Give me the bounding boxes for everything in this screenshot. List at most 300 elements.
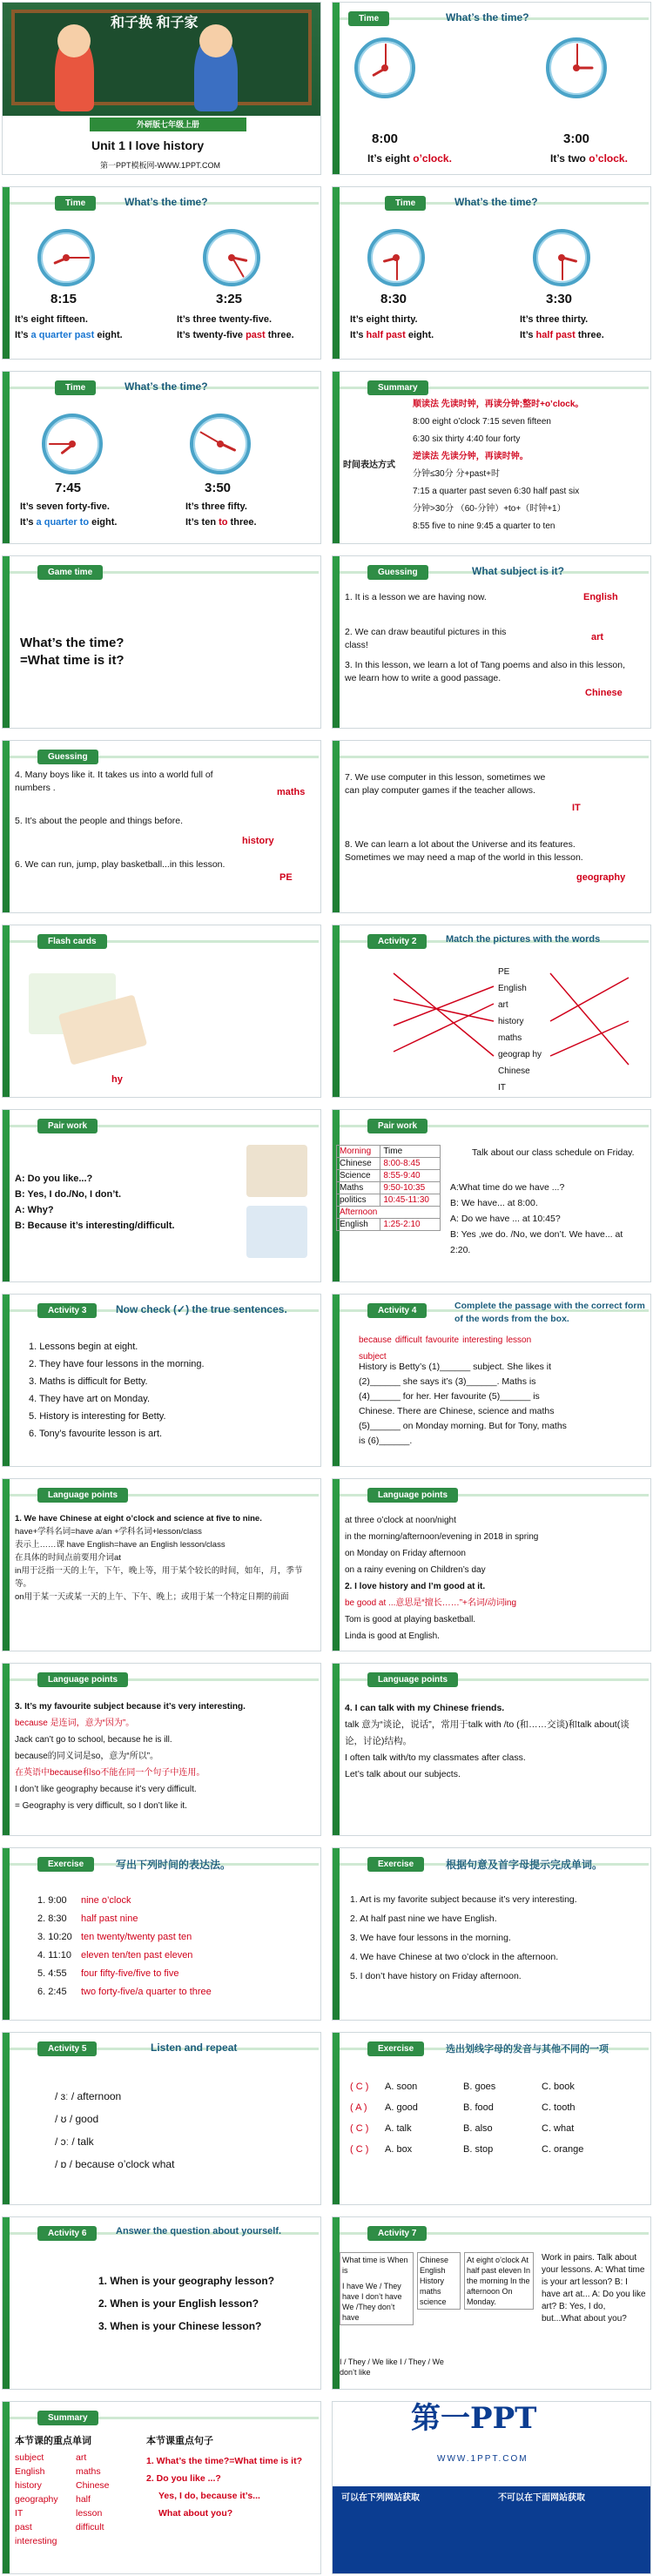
- sentence: It’s three fifty.: [185, 501, 247, 512]
- slide-tag: Time: [385, 196, 426, 211]
- slide-activity-4[interactable]: [332, 1294, 651, 1467]
- clock-cap: [573, 64, 580, 71]
- ribbon: [333, 2217, 340, 2390]
- rule-line: 分钟≤30分 分+past+时: [413, 469, 500, 479]
- choice-row: ( C ) A. box B. stop C. orange: [350, 2144, 584, 2155]
- answer: PE: [279, 872, 293, 883]
- check-sentence[interactable]: 5. History is interesting for Betty.: [29, 1411, 166, 1422]
- words-heading: 本节课的重点单词: [15, 2436, 91, 2446]
- table-header: Afternoon: [337, 1207, 441, 1219]
- table-cell: Maths: [337, 1182, 380, 1194]
- word[interactable]: maths: [498, 1033, 522, 1043]
- phonetic-row: / ɔː / talk: [55, 2135, 94, 2148]
- pair-instructions: Work in pairs. Talk about your lessons. A: What time is your art lesson? B: I have art at... A: Do you like art? B: Yes, I do, but...What about you?: [542, 2253, 646, 2324]
- intro: Talk about our class schedule on Friday.: [472, 1147, 635, 1158]
- slide-title: What’s the time?: [125, 380, 208, 393]
- rule-line: 7:15 a quarter past seven 6:30 half past six: [413, 487, 580, 496]
- ribbon: [3, 187, 10, 360]
- hour-hand: [578, 67, 594, 70]
- like-phrase: I / They / We like I / They / We don’t like: [340, 2357, 444, 2377]
- slide-game-time[interactable]: [2, 555, 321, 729]
- fill-sentence: 3. We have four lessons in the morning.: [350, 1933, 511, 1943]
- slide-guessing-3[interactable]: [332, 740, 651, 913]
- ribbon: [333, 1664, 340, 1836]
- slide-activity-6[interactable]: [2, 2216, 321, 2390]
- word[interactable]: IT: [498, 1083, 506, 1093]
- slide-activity-2[interactable]: [332, 925, 651, 1098]
- slide-tag: Language points: [367, 1672, 458, 1687]
- table-cell: 1:25-2:10: [380, 1219, 441, 1231]
- ribbon: [3, 372, 10, 544]
- slide-title: Answer the question about yourself.: [116, 2226, 282, 2236]
- question: 2. When is your English lesson?: [98, 2297, 259, 2310]
- word[interactable]: English: [498, 984, 527, 993]
- check-sentence[interactable]: 3. Maths is difficult for Betty.: [29, 1376, 148, 1387]
- box-word: difficult: [394, 1335, 422, 1345]
- slide-language-points-2[interactable]: [332, 1478, 651, 1651]
- note-line: because的同义词是so，意为“所以”。: [15, 1752, 159, 1761]
- dialogue-line: B: Because it’s interesting/difficult.: [15, 1221, 175, 1231]
- ribbon: [333, 1295, 340, 1467]
- dialogue: [15, 1171, 175, 1234]
- ribbon: [3, 741, 10, 913]
- notes: [15, 1512, 311, 1604]
- slide-tag: Guessing: [367, 565, 428, 580]
- slide-tag: Guessing: [37, 750, 98, 764]
- slide-title: Now check (✓) the true sentences.: [116, 1303, 287, 1315]
- minute-hand: [67, 257, 90, 259]
- word-row: past difficult: [15, 2522, 104, 2532]
- clock-cap: [217, 441, 224, 447]
- note-line: because 是连词，意为“因为”。: [15, 1718, 135, 1728]
- word-row: history Chinese: [15, 2480, 110, 2491]
- time-rules: [413, 396, 583, 535]
- clue: 3. In this lesson, we learn a lot of Tang poems and also in this lesson, we learn how to write a good passage.: [345, 660, 625, 683]
- slide-tag: Summary: [37, 2411, 98, 2425]
- match-lines: [333, 925, 651, 1098]
- ribbon: [3, 925, 10, 1098]
- table-cell: 8:55-9:40: [380, 1170, 441, 1182]
- clue: 1. It is a lesson we are having now.: [345, 592, 487, 602]
- word[interactable]: Chinese: [498, 1066, 530, 1076]
- slide-tag: Exercise: [367, 1857, 424, 1872]
- check-sentence[interactable]: 2. They have four lessons in the morning.: [29, 1359, 205, 1369]
- ribbon: [3, 1295, 10, 1467]
- slide-tag: Activity 2: [367, 934, 427, 949]
- allowed-heading: 可以在下列网站获取: [341, 2493, 420, 2503]
- subject-column: Chinese English History maths science: [417, 2252, 461, 2310]
- passage: History is Betty’s (1)______ subject. She likes it (2)______ she says it’s (3)______. Maths is (4)______ for her. Her favourite (5)______ is Chinese. There are Chinese, science and maths (5)______ on Monday morning. But for Tony, maths is (6)______.: [359, 1362, 567, 1446]
- slide-tag: Time: [348, 11, 389, 26]
- question-list: [98, 2270, 274, 2337]
- sentence: It’s twenty-five past three.: [177, 330, 294, 340]
- ribbon: [333, 2033, 340, 2205]
- brand-url[interactable]: WWW.1PPT.COM: [437, 2454, 528, 2464]
- slide-tag: Summary: [367, 380, 428, 395]
- time-label: 8:00: [372, 131, 399, 146]
- time-label: 8:15: [50, 292, 77, 306]
- choice-list: [350, 2076, 583, 2160]
- table-cell: 9:50-10:35: [380, 1182, 441, 1194]
- check-sentence[interactable]: 1. Lessons begin at eight.: [29, 1342, 138, 1352]
- sentence: It’s half past three.: [520, 330, 604, 340]
- answer-list: [37, 1892, 212, 2001]
- slide-cover[interactable]: [2, 2, 321, 175]
- fill-sentence: 4. We have Chinese at two o’clock in the afternoon.: [350, 1952, 559, 1962]
- clue: 4. Many boys like it. It takes us into a world full of numbers .: [15, 770, 213, 793]
- sentence-list: [29, 1338, 205, 1443]
- question: 3. When is your Chinese lesson?: [98, 2320, 262, 2332]
- note-line: 在具体的时间点前要用介词at: [15, 1553, 121, 1563]
- slide-title: 选出划线字母的发音与其他不同的一项: [446, 2044, 609, 2055]
- sentence: It’s eight thirty.: [350, 314, 418, 325]
- ribbon: [333, 1479, 340, 1651]
- word[interactable]: art: [498, 1000, 508, 1010]
- phonetic-list: [55, 2085, 174, 2176]
- clock-cap: [228, 254, 235, 261]
- clock-face: [533, 229, 590, 286]
- choice-row: ( A ) A. good B. food C. tooth: [350, 2102, 576, 2113]
- sentence-column: [340, 2252, 414, 2325]
- slide-title: What’s the time?: [446, 11, 529, 24]
- note-line: in用于泛指一天的上午，下午，晚上等，用于某个较长的时间，如年，月，季节等。: [15, 1566, 303, 1589]
- ribbon: [333, 372, 340, 544]
- ribbon: [333, 556, 340, 729]
- rule-line: 逆读法 先读分钟，再读时钟。: [413, 452, 528, 461]
- denied-heading: 不可以在下面网站获取: [498, 2493, 585, 2503]
- answer: IT: [572, 803, 581, 813]
- table-header: Time: [380, 1146, 441, 1158]
- note-line: at three o’clock at noon/night: [345, 1516, 456, 1525]
- box-word: because: [359, 1335, 392, 1345]
- box-word: lesson: [506, 1335, 532, 1345]
- sentence: It’s half past eight.: [350, 330, 434, 340]
- slide-tag: Exercise: [37, 1857, 94, 1872]
- table-cell: Science: [337, 1170, 380, 1182]
- phonetic-row: / ʊ / good: [55, 2113, 99, 2125]
- phrase: What time is When is: [342, 2256, 408, 2275]
- slide-summary-final[interactable]: [2, 2401, 321, 2574]
- qa-line: A:What time do we have ...?: [450, 1182, 565, 1193]
- slide-title: What subject is it?: [472, 565, 565, 577]
- note-line: talk 意为“谈论，说话”，常用于talk with /to (和……交谈)和talk about(谈论，讨论)结构。: [345, 1719, 629, 1746]
- phrase: I have We / They have I don’t have We /They don’t have: [342, 2282, 402, 2322]
- slide-title: What’s the time?: [454, 196, 538, 208]
- ribbon: [3, 2402, 10, 2574]
- note-line: Tom is good at playing basketball.: [345, 1615, 476, 1624]
- answer: art: [591, 632, 604, 642]
- ribbon: [333, 187, 340, 360]
- notes: [345, 1512, 641, 1644]
- answer: Chinese: [585, 688, 623, 698]
- check-sentence[interactable]: 4. They have art on Monday.: [29, 1394, 151, 1404]
- ribbon: [333, 1848, 340, 2021]
- key-sentence: What about you?: [158, 2508, 233, 2519]
- table-cell: politics: [337, 1194, 380, 1207]
- note-line: 3. It’s my favourite subject because it’s very interesting.: [15, 1702, 246, 1712]
- slide-activity-5[interactable]: [2, 2032, 321, 2205]
- clock-face: [37, 229, 95, 286]
- answer: history: [242, 836, 274, 846]
- sentence: It’s eight o’clock.: [367, 152, 452, 165]
- slide-tag: Language points: [37, 1488, 128, 1503]
- unit-title: Unit 1 I love history: [91, 138, 205, 152]
- clock-face: [367, 229, 425, 286]
- ribbon: [3, 1479, 10, 1651]
- note-line: I often talk with/to my classmates after class.: [345, 1752, 526, 1763]
- slide-summary-time[interactable]: [332, 371, 651, 544]
- answer: geography: [576, 872, 626, 883]
- question: 1. When is your geography lesson?: [98, 2275, 275, 2287]
- slide-language-points-3[interactable]: [2, 1663, 321, 1836]
- word-row: interesting: [15, 2536, 57, 2546]
- time-label: 3:30: [546, 292, 573, 306]
- cover-headline: 和子换 和子家: [111, 16, 199, 30]
- note-line: I don’t like geography because it’s very difficult.: [15, 1785, 197, 1794]
- word-box: [359, 1334, 533, 1363]
- ribbon: [3, 2217, 10, 2390]
- question: What’s the time?: [20, 636, 125, 650]
- slide-tag: Game time: [37, 565, 103, 580]
- slide-language-points-1[interactable]: [2, 1478, 321, 1651]
- slide-tag: Time: [55, 196, 96, 211]
- slide-tag: Activity 3: [37, 1303, 97, 1318]
- slide-tag: Activity 6: [37, 2226, 97, 2241]
- slide-tag: Flash cards: [37, 934, 107, 949]
- tag-bar: [340, 756, 649, 758]
- dialogue-line: A: Do you like...?: [15, 1174, 93, 1184]
- match-line: [550, 978, 629, 1021]
- clue: 5. It’s about the people and things before.: [15, 816, 184, 826]
- rule-line: 顺读法 先读时钟，再读分钟;整时+o’clock。: [413, 400, 584, 409]
- clock-face: [190, 414, 251, 474]
- slide-tag: Exercise: [367, 2041, 424, 2056]
- ribbon: [3, 1664, 10, 1836]
- game-question: [20, 635, 125, 669]
- note-line: 表示上……课 have English=have an English lesson/class: [15, 1540, 226, 1550]
- note-line: 2. I love history and I’m good at it.: [345, 1582, 486, 1591]
- slide-language-points-4[interactable]: [332, 1663, 651, 1836]
- word-row: geography half: [15, 2494, 91, 2505]
- slide-tag: Pair work: [367, 1119, 427, 1133]
- slide-flash-cards[interactable]: [2, 925, 321, 1098]
- key-sentence: 1. What’s the time?=What time is it?: [146, 2456, 303, 2466]
- sentence: It’s a quarter to eight.: [20, 517, 118, 528]
- slide-exercise-1[interactable]: [2, 1847, 321, 2021]
- ribbon: [333, 3, 340, 175]
- brand-logo: 第一PPT: [411, 2401, 537, 2436]
- answer-row: 3. 10:20 ten twenty/twenty past ten: [37, 1932, 192, 1942]
- clock-face: [203, 229, 260, 286]
- boy-head: [57, 24, 91, 57]
- note-line: on用于某一天或某一天的上午、下午、晚上；或用于某一个特定日期的前面: [15, 1592, 289, 1602]
- rule-line: 6:30 six thirty 4:40 four forty: [413, 434, 521, 444]
- qa-block: [450, 1180, 642, 1258]
- word-row: English maths: [15, 2466, 101, 2477]
- time-label: 3:00: [563, 131, 590, 146]
- note-line: 4. I can talk with my Chinese friends.: [345, 1703, 505, 1713]
- fill-sentence: 5. I don’t have history on Friday afternoon.: [350, 1971, 522, 1981]
- clock-face: [354, 37, 415, 98]
- note-line: 在英语中because和so不能在同一个句子中连用。: [15, 1768, 205, 1778]
- table-cell: 8:00-8:45: [380, 1158, 441, 1170]
- choice-row: ( C ) A. soon B. goes C. book: [350, 2082, 575, 2092]
- sentence: It’s three twenty-five.: [177, 314, 273, 325]
- answer: English: [583, 592, 618, 602]
- qa-line: A: Do we have ... at 10:45?: [450, 1214, 561, 1224]
- slide-time-3[interactable]: [332, 186, 651, 360]
- cover-image: [3, 3, 321, 116]
- ribbon: [333, 741, 340, 913]
- clock-face: [546, 37, 607, 98]
- clue: 2. We can draw beautiful pictures in this class!: [345, 627, 507, 650]
- slide-title: Match the pictures with the words: [446, 934, 601, 945]
- note-line: 1. We have Chinese at eight o’clock and science at five to nine.: [15, 1514, 262, 1523]
- fill-sentence: 2. At half past nine we have English.: [350, 1914, 497, 1924]
- ribbon: [3, 556, 10, 729]
- slide-activity-7[interactable]: [332, 2216, 651, 2390]
- match-line: [394, 973, 494, 1056]
- slide-title: 写出下列时间的表达法。: [116, 1859, 232, 1871]
- word[interactable]: geograp hy: [498, 1050, 542, 1059]
- note-line: Linda is good at English.: [345, 1631, 440, 1641]
- slide-title: 根据句意及首字母提示完成单词。: [446, 1859, 603, 1871]
- fill-sentence: 1. Art is my favorite subject because it’s very interesting.: [350, 1894, 577, 1905]
- rule-line: 8:00 eight o’clock 7:15 seven fifteen: [413, 417, 551, 427]
- girl-head: [199, 24, 232, 57]
- slide-title: What’s the time?: [125, 196, 208, 208]
- sentence: It’s seven forty-five.: [20, 501, 110, 512]
- qa-line: B: We have... at 8:00.: [450, 1198, 538, 1208]
- check-sentence[interactable]: 6. Tony’s favourite lesson is art.: [29, 1429, 163, 1439]
- ribbon: [3, 2033, 10, 2205]
- link-panel: [333, 2486, 651, 2573]
- sentences-heading: 本节课重点句子: [146, 2436, 213, 2446]
- time-label: 7:45: [55, 481, 82, 495]
- box-word: interesting: [462, 1335, 503, 1345]
- word-list: [15, 2451, 110, 2548]
- sentence: It’s eight fifteen.: [15, 314, 88, 325]
- phonetic-row: / ɒ / because o’clock what: [55, 2158, 175, 2170]
- key-sentence: Yes, I do, because it’s...: [158, 2491, 260, 2501]
- slide-activity-3[interactable]: [2, 1294, 321, 1467]
- schedule-table: [336, 1145, 441, 1231]
- phonetic-row: / ɜː / afternoon: [55, 2090, 122, 2102]
- match-line: [394, 986, 494, 1026]
- site-text: 第一PPT模板网-WWW.1PPT.COM: [100, 161, 220, 170]
- note-line: Jack can’t go to school, because he is ill.: [15, 1735, 172, 1745]
- clue: 6. We can run, jump, play basketball...in this lesson.: [15, 859, 226, 870]
- note-line: be good at ...意思是“擅长……”+名词/动词ing: [345, 1598, 517, 1608]
- answer-row: 6. 2:45 two forty-five/a quarter to three: [37, 1987, 212, 1997]
- clock-cap: [63, 254, 70, 261]
- word[interactable]: PE: [498, 967, 510, 977]
- ribbon: [3, 1110, 10, 1282]
- answer: maths: [277, 787, 306, 797]
- note-line: have+学科名词=have a/an +学科名词+lesson/class: [15, 1527, 202, 1537]
- notes: [345, 1700, 632, 1783]
- answer-row: 1. 9:00 nine o’clock: [37, 1895, 131, 1906]
- time-label: 3:25: [216, 292, 243, 306]
- answer-row: 2. 8:30 half past nine: [37, 1914, 138, 1924]
- key-sentence: 2. Do you like ...?: [146, 2473, 221, 2484]
- answer-row: 4. 11:10 eleven ten/ten past eleven: [37, 1950, 193, 1961]
- note-line: Let’s talk about our subjects.: [345, 1769, 461, 1779]
- table-cell: Chinese: [337, 1158, 380, 1170]
- sentence-list: [146, 2452, 320, 2522]
- clock-cap: [558, 254, 565, 261]
- table-header: Morning: [337, 1146, 380, 1158]
- slide-tag: Language points: [367, 1488, 458, 1503]
- note-line: on Monday on Friday afternoon: [345, 1549, 466, 1558]
- slide-tag: Language points: [37, 1672, 128, 1687]
- slide-guessing-2[interactable]: [2, 740, 321, 913]
- notes: [15, 1698, 311, 1814]
- clue: 7. We use computer in this lesson, sometimes we can play computer games if the teacher allows.: [345, 772, 546, 796]
- slide-exercise-2[interactable]: [332, 1847, 651, 2021]
- slide-tag: Activity 7: [367, 2226, 427, 2241]
- ribbon: [3, 1848, 10, 2021]
- clock-cap: [393, 254, 400, 261]
- clue: 8. We can learn a lot about the Universe and its features. Sometimes we may need a map of the world in this lesson.: [345, 839, 583, 863]
- subject-picture: [246, 1145, 307, 1197]
- equivalent: =What time is it?: [20, 653, 125, 668]
- slide-title: Listen and repeat: [151, 2041, 238, 2054]
- sentence: It’s a quarter past eight.: [15, 330, 123, 340]
- slide-tag: Activity 4: [367, 1303, 427, 1318]
- box-word: favourite: [425, 1335, 460, 1345]
- flash-word: hy: [111, 1074, 123, 1085]
- dialogue-line: A: Why?: [15, 1205, 54, 1215]
- slide-time-4[interactable]: [2, 371, 321, 544]
- side-label: 时间表达方式: [343, 461, 395, 470]
- rule-line: 分钟>30分 （60-分钟）+to+（时钟+1）: [413, 504, 566, 514]
- rule-line: 8:55 five to nine 9:45 a quarter to ten: [413, 521, 555, 531]
- word[interactable]: history: [498, 1017, 524, 1026]
- dialogue-line: B: Yes, I do./No, I don’t.: [15, 1189, 122, 1200]
- sentence: It’s two o’clock.: [550, 152, 628, 165]
- slide-time-2[interactable]: [2, 186, 321, 360]
- note-line: on a rainy evening on Children’s day: [345, 1565, 486, 1575]
- slide-time-1[interactable]: [332, 2, 651, 175]
- note-line: in the morning/afternoon/evening in 2018 in spring: [345, 1532, 539, 1542]
- answer-row: 5. 4:55 four fifty-five/five to five: [37, 1968, 179, 1979]
- clock-cap: [381, 64, 388, 71]
- table-cell: English: [337, 1219, 380, 1231]
- slide-tag: Time: [55, 380, 96, 395]
- clock-cap: [69, 441, 76, 447]
- sentence-list: [350, 1890, 629, 1986]
- slide-brand-footer[interactable]: [332, 2401, 651, 2574]
- time-label: 8:30: [380, 292, 407, 306]
- sentence: It’s three thirty.: [520, 314, 589, 325]
- slide-pair-work-1[interactable]: [2, 1109, 321, 1282]
- time-column: At eight o’clock At half past eleven In the morning In the afternoon On Monday.: [464, 2252, 534, 2310]
- slide-tag: Activity 5: [37, 2041, 97, 2056]
- slide-pair-work-2[interactable]: [332, 1109, 651, 1282]
- slide-title: Complete the passage with the correct form of the words from the box.: [454, 1301, 645, 1324]
- clock-face: [42, 414, 103, 474]
- slide-guessing-1[interactable]: [332, 555, 651, 729]
- box-word: subject: [359, 1352, 387, 1362]
- sentence: It’s ten to three.: [185, 517, 257, 528]
- slide-tag: Pair work: [37, 1119, 98, 1133]
- slide-exercise-3[interactable]: [332, 2032, 651, 2205]
- note-line: = Geography is very difficult, so I don’t like it.: [15, 1801, 187, 1811]
- word-row: subject art: [15, 2452, 87, 2463]
- qa-line: B: Yes ,we do. /No, we don’t. We have... at 2:20.: [450, 1229, 623, 1255]
- subject-picture: [246, 1206, 307, 1258]
